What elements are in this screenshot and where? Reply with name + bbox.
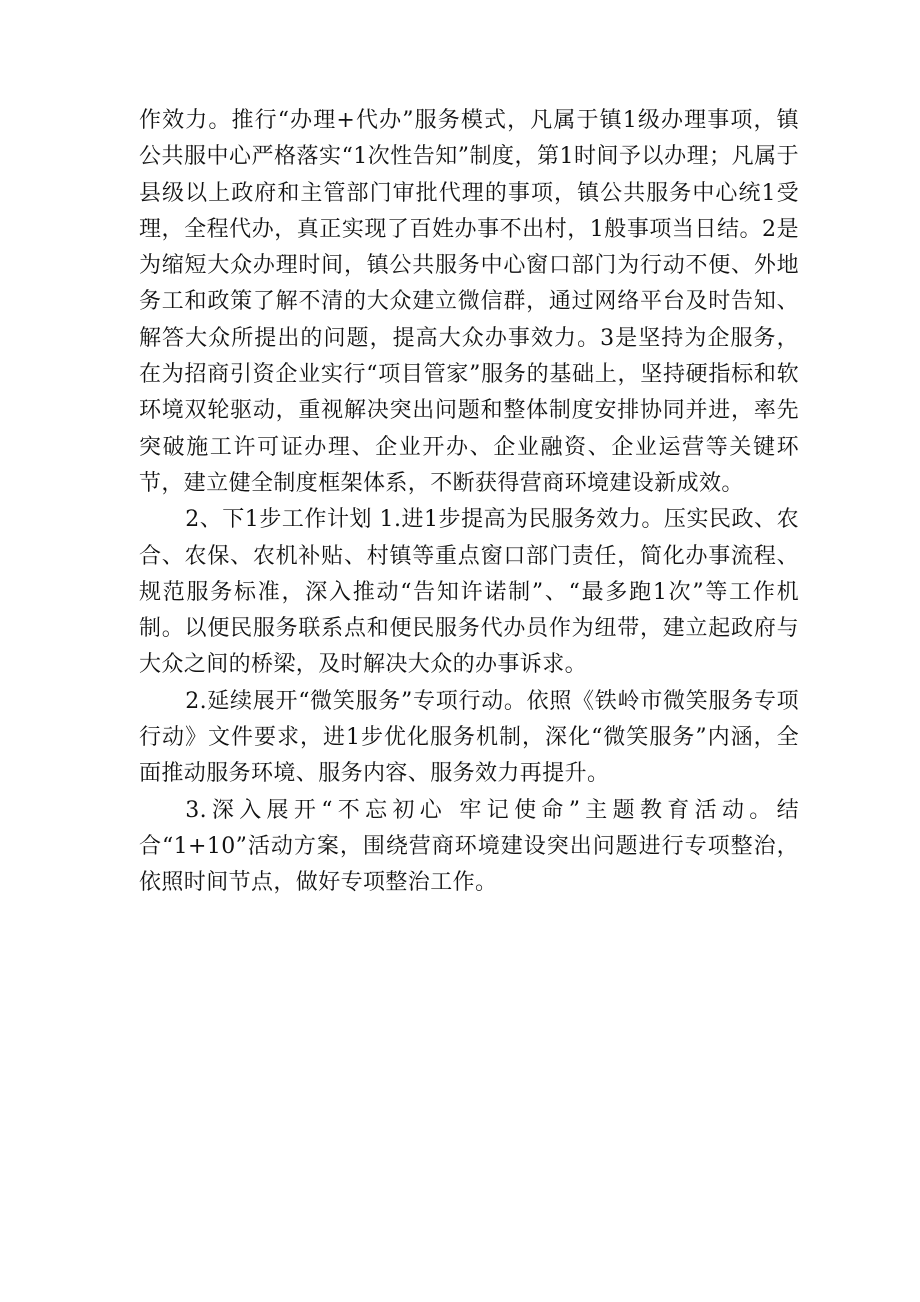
document-body (139, 103, 799, 902)
paragraph-next-step-plan: 2、下1步工作计划 1.进1步提高为民服务效力。压实民政、农合、农保、农机补贴、村镇等重点窗口部门责任，简化办事流程、规范服务标准，深入推动“告知许诺制”、“最多跑1次”等工作机制。以便民服务联系点和便民服务代办员作为纽带，建立起政府与大众之间的桥梁，及时解决大众的办事诉求。 (139, 507, 799, 678)
paragraph-smile-service: 2.延续展开“微笑服务”专项行动。依照《铁岭市微笑服务专项行动》文件要求，进1步优化服务机制，深化“微笑服务”内涵，全面推动服务环境、服务内容、服务效力再提升。 (139, 688, 799, 787)
paragraph-service-efficiency: 作效力。推行“办理+代办”服务模式，凡属于镇1级办理事项，镇公共服中心严格落实“1次性告知”制度，第1时间予以办理；凡属于县级以上政府和主管部门审批代理的事项，镇公共服务中心统1受理，全程代办，真正实现了百姓办事不出村，1般事项当日结。2是为缩短大众办理时间，镇公共服务中心窗口部门为行动不便、外地务工和政策了解不清的大众建立微信群，通过网络平台及时告知、解答大众所提出的问题，提高大众办事效力。3是坚持为企服务，在为招商引资企业实行“项目管家”服务的基础上，坚持硬指标和软环境双轮驱动，重视解决突出问题和整体制度安排协同并进，率先突破施工许可证办理、企业开办、企业融资、企业运营等关键环节，建立健全制度框架体系，不断获得营商环境建设新成效。 (139, 108, 799, 496)
paragraph-theme-education: 3.深入展开“不忘初心 牢记使命”主题教育活动。结合“1+10”活动方案，围绕营商环境建设突出问题进行专项整治，依照时间节点，做好专项整治工作。 (139, 797, 799, 896)
